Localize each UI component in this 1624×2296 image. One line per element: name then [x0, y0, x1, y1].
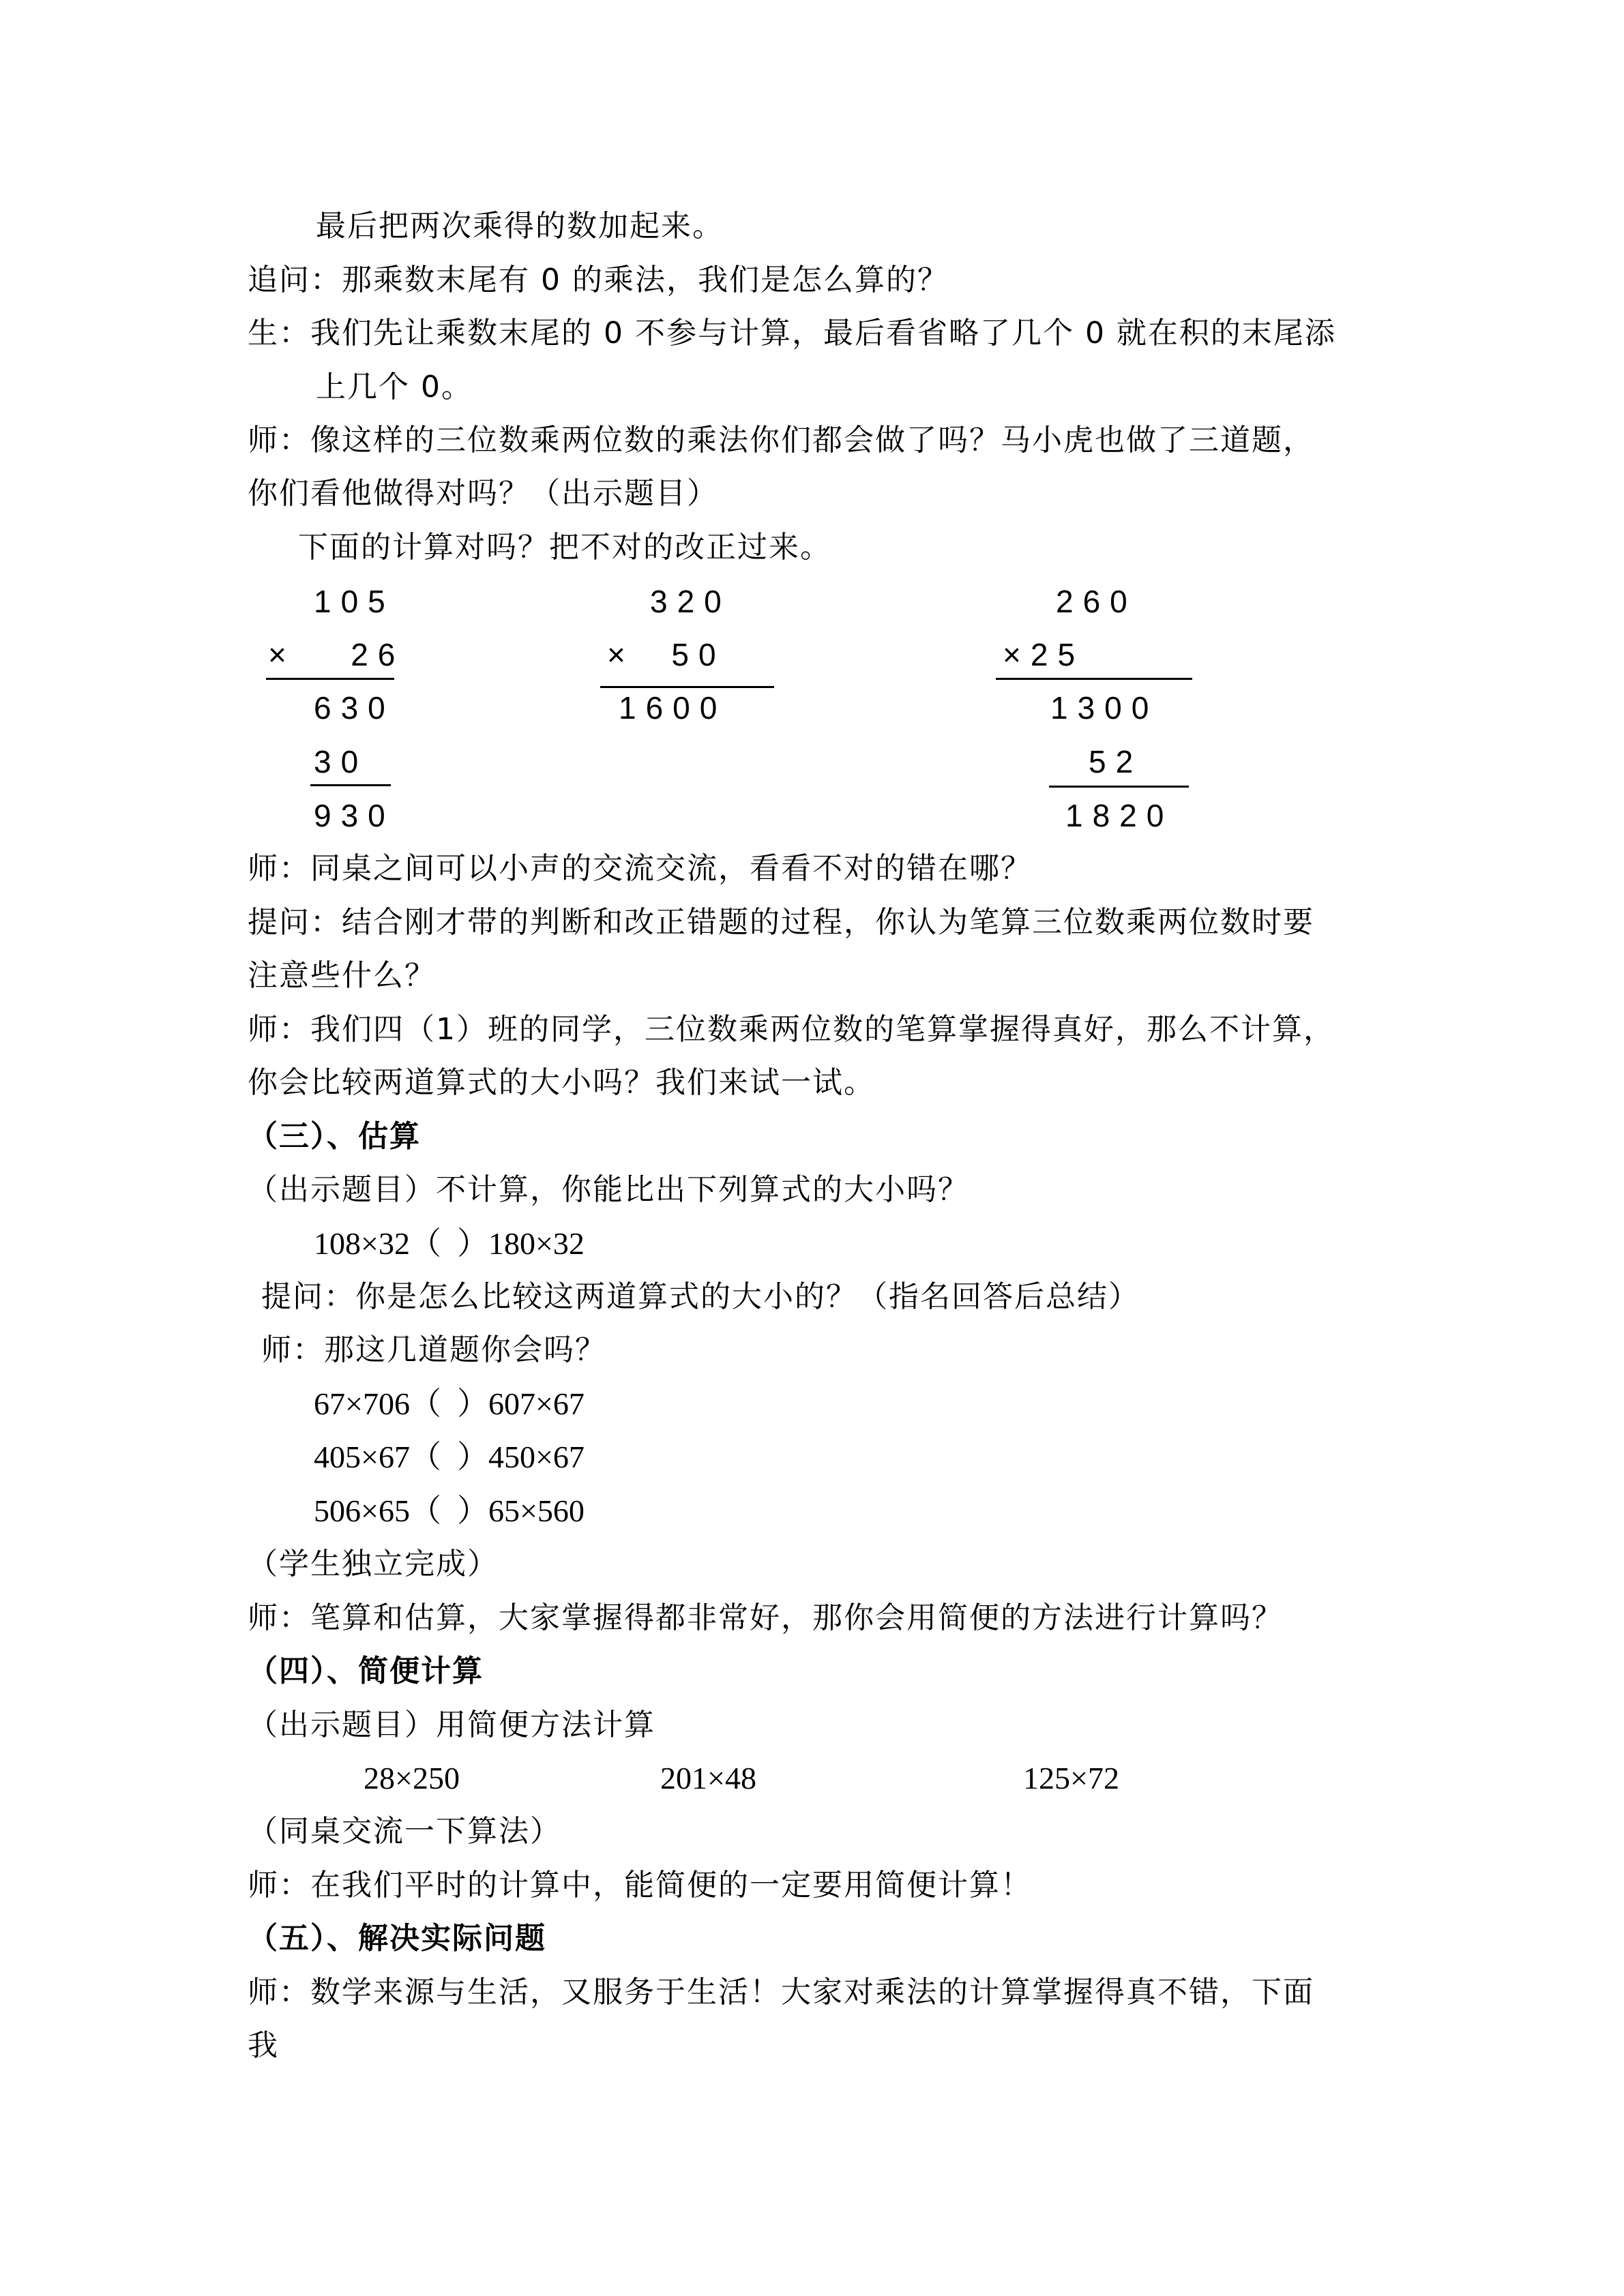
calc-multiplicand: 320: [650, 584, 731, 619]
text-line: （同桌交流一下算法）: [248, 1814, 561, 1849]
expression: 28×250: [364, 1761, 460, 1795]
text-line: 师：同桌之间可以小声的交流交流，看看不对的错在哪？: [248, 851, 1032, 886]
calc-partial-product: 630: [314, 690, 395, 726]
text-line: 师：在我们平时的计算中，能简便的一定要用简便计算！: [248, 1868, 1032, 1903]
calc-rule: [1049, 786, 1189, 788]
text-line: 师：我们四（1）班的同学，三位数乘两位数的笔算掌握得真好，那么不计算，: [248, 1012, 1335, 1047]
text-line: 下面的计算对吗？把不对的改正过来。: [298, 530, 831, 565]
calc-multiplicand: 260: [1056, 584, 1137, 619]
calc-result: 930: [314, 798, 395, 833]
text-line: 你们看他做得对吗？（出示题目）: [248, 476, 718, 511]
text-line: 上几个 0。: [316, 370, 473, 404]
calc-result: 1600: [619, 690, 727, 726]
text-line: （出示题目）用简便方法计算: [248, 1708, 655, 1742]
expression: 405×67（ ）450×67: [314, 1440, 585, 1474]
text-line: 我: [248, 2028, 279, 2063]
text-line: 追问：那乘数末尾有 0 的乘法，我们是怎么算的？: [248, 263, 949, 297]
text-line: 师：像这样的三位数乘两位数的乘法你们都会做了吗？马小虎也做了三道题，: [248, 423, 1314, 458]
section-heading: （五）、解决实际问题: [248, 1921, 546, 1956]
calc-multiplier: × 50: [607, 637, 726, 672]
text-line: 最后把两次乘得的数加起来。: [316, 209, 724, 243]
calc-partial-product: 52: [1089, 744, 1143, 779]
text-line: （出示题目）不计算，你能比出下列算式的大小吗？: [248, 1172, 969, 1207]
text-line: 师：笔算和估算，大家掌握得都非常好，那你会用简便的方法进行计算吗？: [248, 1600, 1283, 1635]
calc-multiplier: ×25: [1003, 637, 1085, 672]
text-line: 师：那这几道题你会吗？: [261, 1332, 606, 1367]
expression: 67×706（ ）607×67: [314, 1386, 585, 1421]
calc-rule: [266, 678, 394, 680]
text-line: 注意些什么？: [248, 958, 436, 993]
text-line: （学生独立完成）: [248, 1547, 499, 1581]
calc-partial-product: 30: [314, 744, 368, 779]
calc-rule: [310, 784, 391, 786]
calc-multiplicand: 105: [314, 584, 395, 619]
text-line: 生：我们先让乘数末尾的 0 不参与计算，最后看省略了几个 0 就在积的末尾添: [248, 316, 1336, 351]
text-line: 提问：结合刚才带的判断和改正错题的过程，你认为笔算三位数乘两位数时要: [248, 905, 1314, 940]
calc-result: 1820: [1065, 798, 1174, 833]
expression: 125×72: [1023, 1761, 1119, 1795]
calc-multiplier: × 26: [268, 637, 405, 672]
section-heading: （四）、简便计算: [248, 1654, 484, 1688]
text-line: 提问：你是怎么比较这两道算式的大小的？（指名回答后总结）: [261, 1279, 1140, 1314]
text-line: 师：数学来源与生活，又服务于生活！大家对乘法的计算掌握得真不错，下面: [248, 1975, 1314, 2010]
text-line: 你会比较两道算式的大小吗？我们来试一试。: [248, 1065, 875, 1100]
expression: 108×32（ ）180×32: [314, 1226, 585, 1261]
expression: 201×48: [660, 1761, 756, 1795]
expression: 506×65（ ）65×560: [314, 1493, 585, 1528]
section-heading: （三）、估算: [248, 1119, 421, 1154]
calc-partial-product: 1300: [1050, 690, 1159, 726]
calc-rule: [996, 678, 1192, 680]
